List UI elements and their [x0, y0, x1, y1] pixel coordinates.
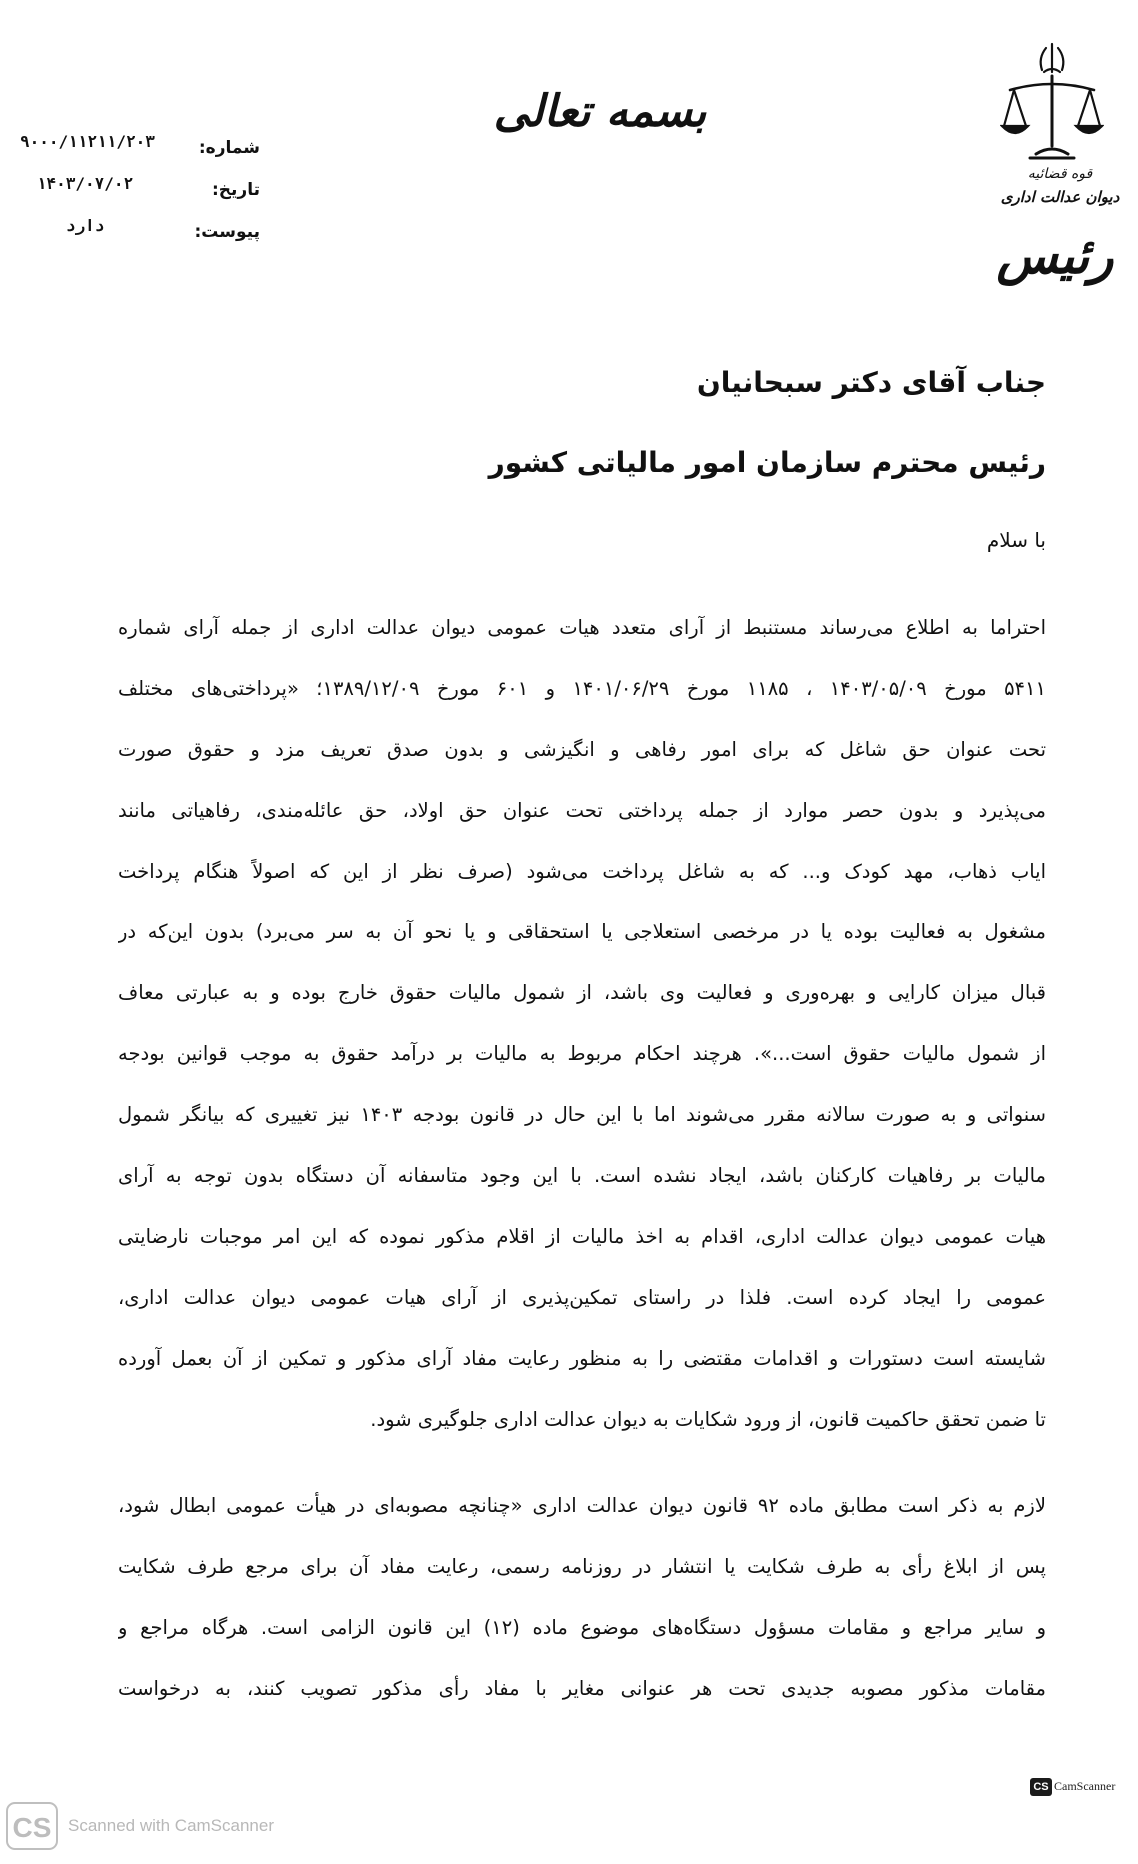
body-line: سنواتی و به صورت سالانه مقرر می‌شوند اما با این حال در قانون بودجه ۱۴۰۳ نیز تغییری که بیانگر شمول [118, 1103, 1046, 1127]
salutation: با سلام [986, 528, 1046, 552]
signer-title: رئیس [996, 226, 1114, 285]
camscanner-logo-small: CS [1030, 1778, 1052, 1796]
body-line: مشغول به فعالیت بوده یا در مرخصی استعلاجی یا استحقاقی و یا نحو آن به سر می‌برد) بدون این‌که در [118, 920, 1046, 944]
body-line: می‌پذیرد و بدون حصر موارد از جمله پرداختی تحت عنوان حق اولاد، حق عائله‌مندی، رفاهیاتی مانند [118, 798, 1046, 822]
number-label: شماره: [198, 138, 260, 158]
body-line: تا ضمن تحقق حاکمیت قانون، از ورود شکایات به دیوان عدالت اداری جلوگیری شود. [370, 1407, 1046, 1431]
addressee-name: جناب آقای دکتر سبحانیان [696, 366, 1046, 399]
body-line: مقامات مذکور مصوبه جدیدی تحت هر عنوانی مغایر با مفاد رأی مذکور تصویب کنند، به درخواست [118, 1676, 1046, 1700]
body-line: پس از ابلاغ رأی به طرف شکایت یا انتشار در روزنامه رسمی، رعایت مفاد آن برای مرجع طرف شکایت [118, 1554, 1046, 1578]
organization-label: دیوان عدالت اداری [1000, 188, 1120, 206]
date-value: ۱۴۰۳/۰۷/۰۲ [36, 174, 134, 193]
body-line: و سایر مراجع و مقامات مسؤول دستگاه‌های موضوع ماده (۱۲) این قانون الزامی است. هرگاه مراجع و [118, 1615, 1046, 1639]
camscanner-brand-small: CamScanner [1054, 1779, 1116, 1793]
basmala-heading: بسمه تعالی [493, 86, 707, 137]
body-line: هیات عمومی دیوان عدالت اداری، اقدام به اخذ مالیات از اقلام مذکور نموده که این امر موجبات نارضایتی [118, 1224, 1046, 1248]
attachment-row [20, 216, 260, 264]
letter-meta [20, 132, 260, 264]
body-line: مالیات بر رفاهیات کارکنان باشد، ایجاد نشده است. با این وجود متاسفانه آن دستگاه بدون توجه به آرای [118, 1164, 1046, 1188]
body-line: لازم به ذکر است مطابق ماده ۹۲ قانون دیوان عدالت اداری «چنانچه مصوبه‌ای در هیأت عمومی ابطال شود، [118, 1494, 1046, 1517]
camscanner-logo-large: CS [6, 1802, 58, 1850]
body-paragraph-1 [118, 598, 1046, 1450]
body-line: از شمول مالیات حقوق است...». هرچند احکام مربوط به مالیات بر درآمد حقوق به موجب قوانین بودجه [118, 1042, 1046, 1066]
attachment-value: دارد [65, 216, 105, 235]
attachment-label: پیوست: [194, 222, 260, 242]
body-line: احتراما به اطلاع می‌رساند مستنبط از آرای متعدد هیات عمومی دیوان عدالت اداری از جمله آرای شماره [118, 616, 1046, 639]
body-line: ۵۴۱۱ مورخ ۱۴۰۳/۰۵/۰۹ ، ۱۱۸۵ مورخ ۱۴۰۱/۰۶/۲۹ و ۶۰۱ مورخ ۱۳۸۹/۱۲/۰۹؛ «پرداختی‌های مختلف [118, 676, 1046, 700]
number-value: ۹۰۰۰/۱۱۲۱۱/۲۰۳ [20, 132, 155, 151]
body-line: قبال میزان کارایی و بهره‌وری و فعالیت وی باشد، از شمول مالیات حقوق خارج بوده و به عبارتی معاف [118, 981, 1046, 1005]
date-label: تاریخ: [212, 180, 260, 200]
body-line: عمومی را ایجاد کرده است. فلذا در راستای تمکین‌پذیری از آرای هیات عمومی دیوان عدالت اداری، [118, 1285, 1046, 1309]
body-line: شایسته است دستورات و اقدامات مقتضی را به منظور رعایت مفاد آرای مذکور و تمکین از آن بعمل آورده [118, 1346, 1046, 1370]
body-line: ایاب ذهاب، مهد کودک و... که به شاغل پرداخت می‌شود (صرف نظر از این که اصولاً هنگام پرداخت [118, 859, 1046, 883]
judiciary-label: قوه قضائیه [1027, 166, 1093, 182]
body-line: تحت عنوان حق شاغل که برای امور رفاهی و انگیزشی و بدون صدق تعریف مزد و حقوق صورت [118, 737, 1046, 761]
camscanner-watermark-text: Scanned with CamScanner [68, 1816, 275, 1835]
addressee-title: رئیس محترم سازمان امور مالیاتی کشور [488, 446, 1046, 479]
body-paragraph-2 [118, 1476, 1046, 1720]
scales-of-justice-emblem-icon [1000, 42, 1104, 168]
